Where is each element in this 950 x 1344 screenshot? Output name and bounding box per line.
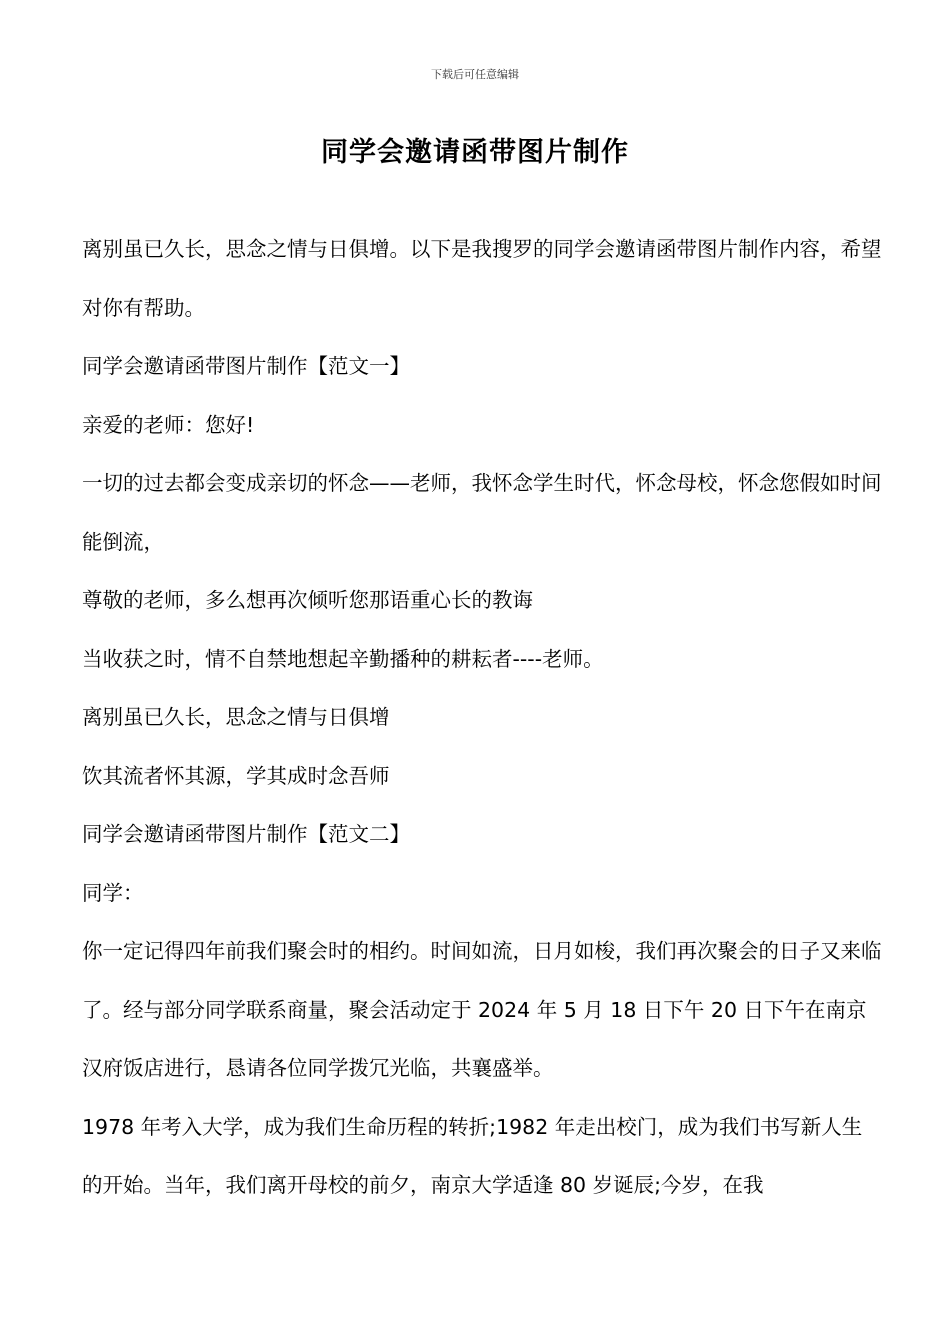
paragraph-sample-one-heading: 同学会邀请函带图片制作【范文一】 xyxy=(82,354,410,378)
paragraph-harvest: 当收获之时，情不自禁地想起辛勤播种的耕耘者----老师。 xyxy=(82,646,604,671)
page-header-note: 下载后可任意编辑 xyxy=(431,68,519,81)
document-title: 同学会邀请函带图片制作 xyxy=(321,137,629,168)
paragraph-sample-two-heading: 同学会邀请函带图片制作【范文二】 xyxy=(82,822,410,846)
paragraph-history: 1978 年考入大学，成为我们生命历程的转折;1982 年走出校门，成为我们书写新人生的开始。当年，我们离开母校的前夕，南京大学适逢 80 岁诞辰;今岁，在我 xyxy=(82,1114,863,1197)
paragraph-respect: 尊敬的老师，多么想再次倾听您那语重心长的教诲 xyxy=(82,588,533,612)
paragraph-greeting-classmates: 同学： xyxy=(82,880,144,905)
paragraph-memory: 一切的过去都会变成亲切的怀念——老师，我怀念学生时代，怀念母校，怀念您假如时间能倒流， xyxy=(82,471,882,554)
paragraph-farewell: 离别虽已久长，思念之情与日俱增 xyxy=(82,705,390,729)
paragraph-invitation: 你一定记得四年前我们聚会时的相约。时间如流，日月如梭，我们再次聚会的日子又来临了。经与部分同学联系商量，聚会活动定于 2024 年 5 月 18 日下午 20 日下午在南京汉府饭店进行，恳请各位同学拨冗光临，共襄盛举。 xyxy=(82,939,882,1080)
document-body xyxy=(82,220,882,1215)
paragraph-gratitude: 饮其流者怀其源，学其成时念吾师 xyxy=(82,763,390,788)
paragraph-greeting-teacher: 亲爱的老师：您好! xyxy=(82,412,255,437)
paragraph-intro: 离别虽已久长，思念之情与日俱增。以下是我搜罗的同学会邀请函带图片制作内容，希望对你有帮助。 xyxy=(82,237,882,320)
